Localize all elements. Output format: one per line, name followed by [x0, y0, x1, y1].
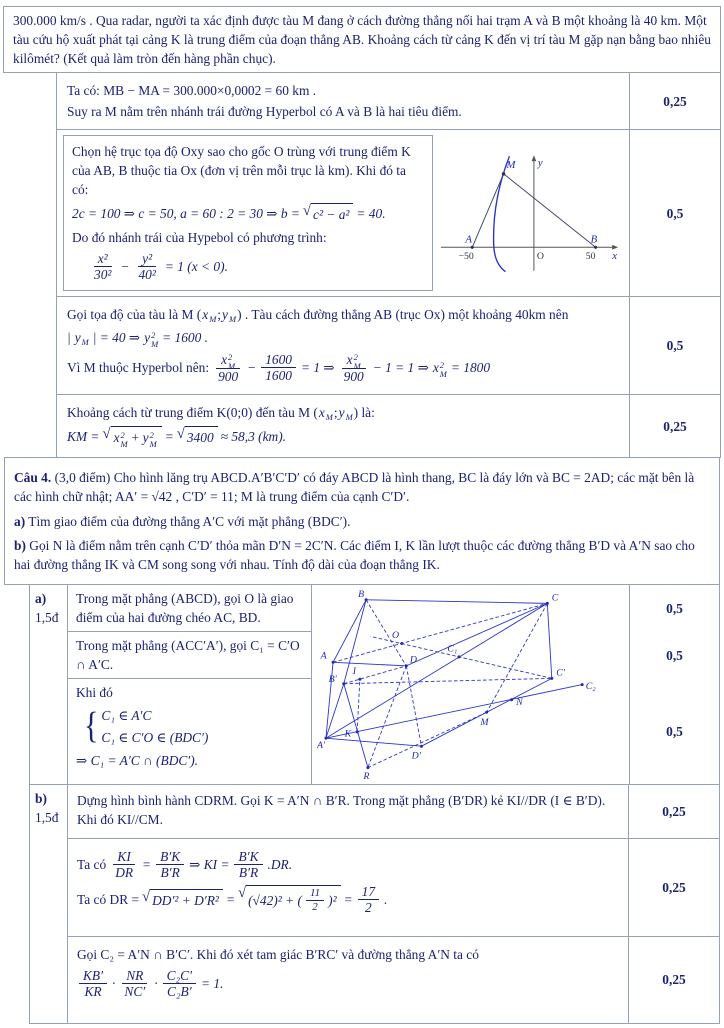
table-row [57, 130, 720, 297]
equation-line [67, 328, 619, 347]
solution-line: Suy ra M nằm trên nhánh trái đường Hyperbol có A và B là hai tiêu điểm. [67, 104, 462, 120]
radical-sign: √ [142, 888, 151, 905]
frac-num: NR [122, 968, 147, 984]
sqrt-expression [238, 885, 341, 913]
var-base: x [221, 352, 228, 368]
table-row [57, 297, 720, 395]
fraction [214, 351, 242, 384]
fraction [111, 849, 137, 880]
solution-cell [57, 130, 630, 296]
radicand: 3400 [185, 426, 218, 447]
eq-text: Ta có DR = [77, 891, 140, 907]
eq-text: KM = [67, 429, 100, 445]
var-sub: M [345, 411, 353, 422]
fraction [306, 887, 324, 913]
radical-sign: √ [176, 426, 185, 443]
table-row [57, 395, 720, 457]
hyperbola-equation [88, 251, 424, 282]
part-a-text: Tìm giao điểm của đường thẳng A′C với mặt phẳng (BDC′). [25, 513, 351, 529]
label-D: D [409, 653, 417, 665]
frac-den: C₂B′ [166, 983, 192, 999]
var-sub: M [151, 338, 159, 349]
score-cell: 0,25 [662, 972, 686, 988]
frac-num: 17 [358, 884, 379, 900]
var-y-sub-M [339, 403, 353, 422]
var-sup: 2 [439, 360, 445, 371]
y-axis-arrow [532, 155, 537, 161]
frac-num: y² [138, 251, 156, 267]
eq-text: ≈ 58,3 (km). [220, 429, 286, 445]
sup-sub-stack [228, 353, 235, 370]
equation-line [77, 968, 619, 999]
solution-line: Chọn hệ trục tọa độ Oxy sao cho gốc O trùng với trung điểm K của AB, B thuộc tia Ox (đơn vị trên mỗi trục là km). Khi đó ta có: [72, 144, 411, 198]
label-x: x [612, 250, 618, 263]
part-a-row [30, 585, 719, 785]
problem-text: 300.000 km/s . Qua radar, người ta xác định được tàu M đang ở cách đường thẳng nối hai trạm A và B một khoảng là 40 km. Một tàu cứu hộ xuất phát tại cảng K là trung điểm của đoạn thẳng AB. Khoảng cách từ cảng K đến vị trí tàu M gặp nạn bằng bao nhiêu kilômét? (Kết quả làm tròn đến hàng phần chục). [13, 13, 711, 67]
solution-cell [57, 73, 630, 129]
var-base: x [113, 430, 120, 446]
label-A: A [465, 233, 472, 246]
operator: − [247, 360, 257, 376]
text: ; [217, 307, 222, 323]
solution-line [67, 305, 619, 324]
text: ) là: [353, 405, 375, 421]
label-C: C [551, 592, 558, 604]
part-b-row [30, 785, 719, 1023]
hyperbola-figure-wrap [437, 135, 623, 291]
solution-step: Dựng hình bình hành CDRM. Gọi K = A′N ∩ B′R. Trong mặt phẳng (B′DR) kẻ KI//DR (I ∈ B′D). Khi đó KI//CM. [68, 785, 629, 839]
frac-den: NC′ [124, 983, 146, 999]
score-cell: 0,5 [629, 679, 719, 784]
frac-num: KB′ [79, 968, 107, 984]
var-xM-squared [433, 358, 447, 377]
sup-sub-stack [150, 431, 157, 448]
eq-text: = 1 (x < 0). [164, 259, 228, 275]
label-A: A [320, 650, 327, 662]
var-x-sub-M [319, 403, 333, 422]
prism-points [324, 598, 583, 769]
radical-sign: √ [102, 426, 111, 443]
label-50: 50 [585, 251, 596, 263]
label-B-prime: B′ [328, 673, 337, 685]
solution-line: Do đó nhánh trái của Hypebol có phương trình: [72, 230, 327, 246]
frac-num: 11 [306, 887, 324, 900]
part-label-cell [30, 585, 68, 784]
hyperbola-figure [437, 152, 623, 274]
radicand: DD′² + D′R² [150, 889, 223, 910]
x-axis-arrow [612, 245, 618, 250]
frac-den: 2 [312, 900, 318, 913]
var-sub: M [81, 336, 89, 347]
eq-text: = 40. [356, 206, 386, 222]
frac-num: 1600 [261, 352, 296, 368]
operator: + [130, 430, 140, 446]
sqrt-expression [177, 426, 218, 447]
var-yM-squared [144, 328, 158, 347]
equation-system [84, 706, 303, 747]
part-label: a) [35, 590, 47, 606]
label-I: I [352, 665, 356, 677]
frac-den: KR [84, 983, 102, 999]
radicand [111, 426, 162, 447]
label-N: N [515, 696, 523, 708]
label-A-prime: A′ [316, 739, 325, 751]
text: ) . Tàu cách đường thẳng AB (trục Ox) một khoảng 40km nên [237, 307, 569, 323]
radical-sign: √ [302, 203, 312, 220]
operator: = [343, 891, 353, 907]
solution-step: Trong mặt phẳng (ACC′A′), gọi C₁ = C′O ∩ A′C. [68, 632, 312, 679]
eq-text: ⇒ KI = [189, 856, 230, 872]
frac-num: KI [113, 849, 134, 865]
label-minus50: −50 [458, 251, 474, 263]
part-label: b) [35, 790, 47, 806]
sup-sub-stack [326, 409, 333, 422]
score-cell: 0,25 [629, 839, 719, 937]
var-base: y [142, 430, 149, 446]
var-base: x [318, 405, 325, 421]
label-R: R [362, 770, 369, 782]
sup-sub-stack [209, 310, 216, 323]
fraction [163, 968, 196, 999]
sup-sub-stack [121, 431, 128, 448]
var-sub: M [149, 438, 157, 449]
eq-text: = 1. [201, 975, 224, 991]
label-D-prime: D′ [411, 750, 421, 762]
frac-num [216, 351, 240, 369]
problem-statement-box [3, 6, 721, 73]
prism-figure [317, 587, 625, 784]
radical-sign: √ [237, 885, 247, 902]
var-base: x [346, 352, 353, 368]
score-cell: 0,25 [663, 418, 687, 434]
solution-line: Gọi C₂ = A′N ∩ B′C′. Khi đó xét tam giác B′RC′ và đường thẳng A′N ta có [77, 946, 479, 962]
frac-num: x² [94, 251, 112, 267]
frac-den: 40² [138, 267, 156, 283]
operator: = [225, 891, 235, 907]
solution-step: Trong mặt phẳng (ABCD), gọi O là giao điểm của hai đường chéo AC, BD. [68, 585, 312, 632]
sup-sub-stack [346, 409, 353, 422]
var-sub: M [228, 313, 237, 324]
system-brace: { [84, 705, 99, 747]
sup-sub-stack [354, 353, 361, 370]
table-row [57, 73, 720, 130]
frac-den: B′R [238, 864, 259, 880]
var-sup: 2 [149, 430, 154, 441]
fraction [261, 352, 296, 383]
score-cell: 0,25 [629, 785, 719, 839]
question-part-b [14, 536, 710, 574]
label-M: M [506, 159, 516, 172]
frac-num: C₂C′ [163, 968, 196, 984]
frac-den: 900 [343, 369, 364, 385]
equation-line [67, 426, 619, 447]
var-sup: 2 [151, 330, 156, 341]
prism-figure-wrap [312, 585, 629, 784]
var-x-sub-M [202, 305, 216, 324]
score-cell: 0,5 [629, 585, 719, 632]
frac-den: 30² [94, 267, 112, 283]
equation-line [67, 351, 619, 384]
frac-num [342, 351, 366, 369]
eq-text: Ta có [77, 856, 107, 872]
solution-step [68, 839, 629, 937]
var-sup: 2 [228, 352, 233, 363]
var-y-sub-M [75, 328, 89, 347]
question-number: Câu 4. [14, 470, 52, 486]
eq-text: | [67, 330, 71, 346]
part-b-text: Gọi N là điểm nằm trên cạnh C′D′ thỏa mãn D′N = 2C′N. Các điểm I, K lần lượt thuộc các đường thẳng B′D và A′N sao cho hai đường thẳng IK và CM song song với nhau. Tính độ dài của đoạn thẳng IK. [14, 537, 695, 572]
label-B: B [357, 588, 364, 600]
var-base: y [222, 307, 228, 323]
eq-text: . [384, 891, 388, 907]
var-base: x [432, 360, 439, 376]
frac-den: DR [115, 864, 134, 880]
equation-line [77, 884, 619, 915]
step-label: Khi đó [76, 684, 113, 700]
hyperbola-branch [494, 156, 510, 272]
score-cell: 0,25 [663, 93, 687, 109]
eq-text: − 1 = 1 ⇒ [372, 360, 429, 376]
var-xM-squared [346, 351, 361, 371]
var-base: x [202, 307, 209, 323]
eq-text: (√42)² + ( [248, 892, 302, 908]
label-y: y [537, 157, 543, 170]
part-points: 1,5đ [35, 809, 59, 825]
frac-num: B′K [234, 849, 262, 865]
part-b-label: b) [14, 537, 26, 553]
operator: − [120, 259, 130, 275]
sqrt-expression [102, 426, 161, 447]
frac-num: B′K [156, 849, 184, 865]
label-K: K [344, 727, 351, 739]
var-sup: 2 [353, 352, 358, 363]
frac-den: 2 [365, 899, 372, 915]
var-yM-squared [143, 428, 157, 447]
operator: · [154, 975, 158, 991]
var-y-sub-M [222, 305, 236, 324]
eq-text: = 1800 [450, 360, 491, 376]
operator: = [142, 856, 152, 872]
var-sub: M [353, 360, 361, 371]
fraction [134, 251, 159, 282]
solution-step [68, 937, 629, 1023]
var-sub: M [228, 360, 236, 371]
sup-sub-stack [440, 361, 447, 378]
score-cell: 0,5 [666, 338, 684, 354]
label-C2: C₂ [585, 680, 596, 692]
fraction [358, 884, 379, 915]
solution-line: Ta có: MB − MA = 300.000×0,0002 = 60 km . [67, 83, 317, 99]
fraction [156, 849, 184, 880]
fraction [234, 849, 262, 880]
label-M: M [479, 716, 489, 728]
sqrt-expression [142, 889, 223, 910]
text: ; [333, 405, 338, 421]
frac-den: 1600 [265, 368, 292, 384]
operator: · [112, 975, 116, 991]
sqrt-expression [303, 203, 354, 224]
var-xM-squared [114, 428, 128, 447]
fraction [90, 251, 115, 282]
question-text: (3,0 điểm) Cho hình lăng trụ ABCD.A′B′C′D′ có đáy ABCD là hình thang, BC là đáy lớn và BC = 2AD; các mặt bên là các hình chữ nhật; AA′ = √42 , C′D′ = 11; M là trung điểm của cạnh C′D′. [14, 470, 695, 505]
eq-text: = 1 ⇒ [301, 360, 335, 376]
solution-table-q4 [29, 584, 720, 1024]
score-cell: 0,5 [666, 205, 684, 221]
var-sub: M [209, 313, 217, 324]
part-a-label: a) [14, 513, 26, 529]
part-points: 1,5đ [35, 609, 59, 625]
system-line: C₁ ∈ C′O ∈ (BDC′) [101, 729, 209, 745]
eq-text: 2c = 100 ⇒ c = 50, a = 60 : 2 = 30 ⇒ b = [72, 206, 300, 222]
var-xM-squared [221, 351, 236, 371]
var-sub: M [325, 411, 333, 422]
label-O: O [391, 629, 399, 641]
label-C-prime: C′ [555, 667, 565, 679]
eq-text: .DR. [267, 856, 293, 872]
question-4-box [4, 457, 720, 584]
var-base: y [144, 330, 151, 346]
var-sub: M [439, 368, 447, 379]
solution-step [68, 679, 312, 784]
conclusion-line: ⇒ C₁ = A′C ∩ (BDC′). [76, 752, 199, 768]
text: Gọi tọa độ của tàu là M ( [67, 307, 202, 323]
frac-den: 900 [218, 369, 239, 385]
eq-text: = [164, 429, 174, 445]
sup-sub-stack [151, 331, 158, 348]
var-base: y [338, 405, 345, 421]
var-sup: 2 [120, 430, 125, 441]
eq-text: | = 40 ⇒ [92, 330, 141, 346]
part-label-cell [30, 785, 68, 1023]
radicand [246, 885, 341, 913]
system-line: C₁ ∈ A′C [101, 707, 152, 723]
eq-text: )² [328, 892, 337, 908]
solution-line [67, 403, 619, 422]
score-cell: 0,5 [629, 632, 719, 679]
prism-solid-edges [325, 599, 581, 767]
frac-den: B′R [160, 864, 180, 880]
label-O: O [536, 251, 544, 263]
eq-text: Vì M thuộc Hyperbol nên: [67, 360, 210, 376]
sup-sub-stack [229, 310, 236, 323]
solution-cell [57, 395, 630, 457]
label-B: B [590, 233, 598, 246]
equation-line [72, 203, 424, 224]
var-sub: M [120, 438, 128, 449]
eq-text: = 1600 . [162, 330, 209, 346]
radicand: c² − a² [311, 203, 353, 224]
fraction [340, 351, 368, 384]
question-intro [14, 468, 710, 506]
label-C1: C₁ [446, 643, 457, 655]
question-part-a [14, 512, 710, 531]
solution-table-hyperbola [56, 72, 721, 458]
inner-text-box [63, 135, 433, 291]
system-lines [101, 706, 208, 747]
fraction [79, 968, 107, 999]
equation-line [77, 849, 619, 880]
prism-dashed-lines [333, 599, 552, 767]
fraction [120, 968, 149, 999]
solution-cell [57, 297, 630, 394]
var-base: y [74, 330, 81, 346]
sup-sub-stack [82, 333, 89, 346]
text: Khoảng cách từ trung điểm K(0;0) đến tàu M ( [67, 405, 318, 421]
